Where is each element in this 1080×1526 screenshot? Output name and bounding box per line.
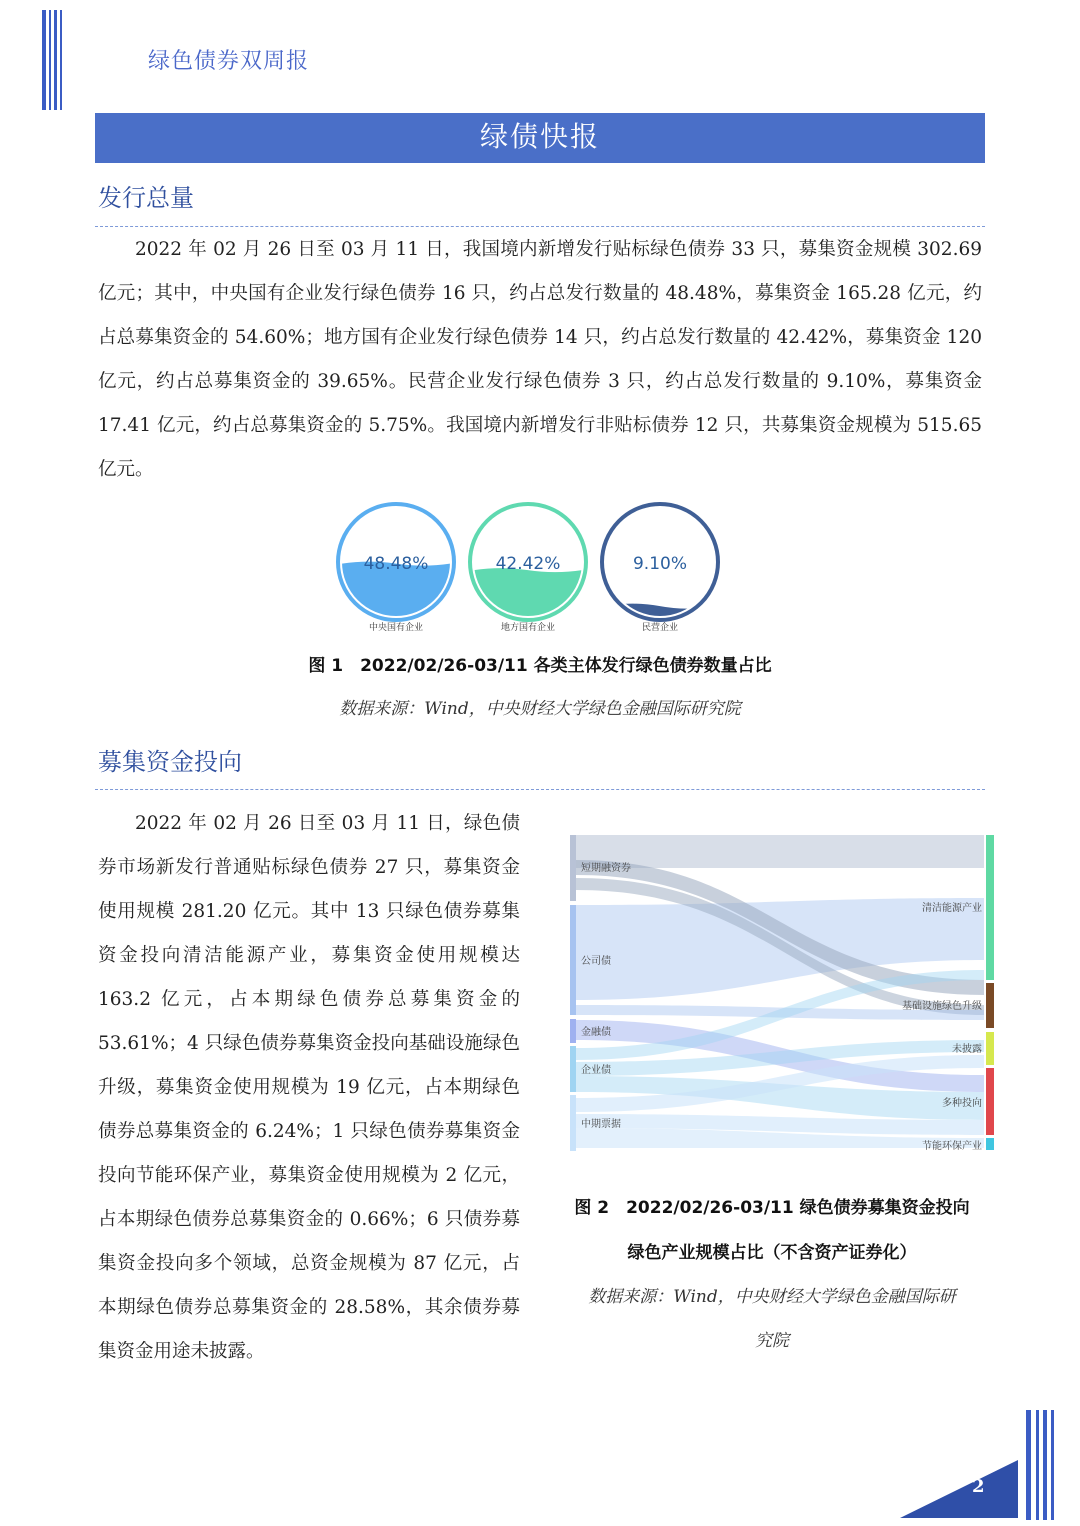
figure2-source-line1: 数据来源：Wind，中央财经大学绿色金融国际研 [588,1287,956,1307]
figure1-caption: 图 1 2022/02/26-03/11 各类主体发行绿色债券数量占比 [308,656,772,676]
sankey-target-label: 未披露 [952,1044,982,1055]
section-banner: 绿债快报 [95,113,985,163]
section-title-issuance: 发行总量 [98,184,194,212]
gauge-0 [338,504,454,633]
gauge-fill [474,568,582,616]
proceeds-sankey-chart [566,830,998,1156]
sankey-source-label: 金融债 [581,1027,611,1038]
sankey-target-label: 基础设施绿色升级 [902,1001,982,1012]
header-decoration-bars [42,10,64,110]
figure1-source: 数据来源：Wind，中央财经大学绿色金融国际研究院 [339,699,741,719]
footer-corner-decoration [860,1406,1080,1526]
figure2-source-line2: 究院 [755,1331,789,1351]
issuance-paragraph: 2022 年 02 月 26 日至 03 月 11 日，我国境内新增发行贴标绿色债券 33 只，募集资金规模 302.69 亿元；其中，中央国有企业发行绿色债券 16 只，约占总发行数量的 48.48%，募集资金 165.28 亿元，约占总募集资金的 54.60%；地方国有企业发行绿色债券 14 只，约占总发行数量的 42.42%，募集资金 120 亿元，约占总募集资金的 39.65%。民营企业发行绿色债券 3 只，约占总发行数量的 9.10%，募集资金 17.41 亿元，约占总募集资金的 5.75%。我国境内新增发行非贴标债券 12 只，共募集资金规模为 515.65 亿元。 [98,239,982,480]
gauge-2 [602,504,718,633]
gauge-value-label: 48.48% [363,554,429,574]
sankey-target-label: 节能环保产业 [922,1141,982,1152]
issuance-share-gauges [330,502,730,642]
gauge-value-label: 42.42% [495,554,561,574]
section-divider [95,226,985,227]
gauge-category-label: 地方国有企业 [500,623,556,633]
gauge-category-label: 民营企业 [641,623,679,633]
figure2-caption-line2: 绿色产业规模占比（不含资产证券化） [627,1243,917,1263]
report-title: 绿色债券双周报 [148,49,310,74]
sankey-source-label: 公司债 [581,956,611,967]
sankey-source-label: 短期融资券 [581,863,631,874]
page-number: 2 [972,1476,985,1497]
sankey-source-label: 中期票据 [581,1119,621,1130]
figure2-caption-line1: 图 2 2022/02/26-03/11 绿色债券募集资金投向 [574,1198,970,1218]
sankey-target-label: 清洁能源产业 [922,903,982,914]
sankey-target-label: 多种投向 [942,1098,982,1109]
section-divider [95,789,985,790]
section-title-use-of-proceeds: 募集资金投向 [98,748,242,776]
gauge-category-label: 中央国有企业 [368,623,424,633]
use-of-proceeds-paragraph: 2022 年 02 月 26 日至 03 月 11 日，绿色债券市场新发行普通贴标绿色债券 27 只，募集资金使用规模 281.20 亿元。其中 13 只绿色债券募集资金投向清洁能源产业，募集资金使用规模达 163.2 亿元，占本期绿色债券总募集资金的 53.61%；4 只绿色债券募集资金投向基础设施绿色升级，募集资金使用规模为 19 亿元，占本期绿色债券总募集资金的 6.24%；1 只绿色债券募集资金投向节能环保产业，募集资金使用规模为 2 亿元，占本期绿色债券总募集资金的 0.66%；6 只债券募集资金投向多个领域，总资金规模为 87 亿元，占本期绿色债券总募集资金的 28.58%，其余债券募集资金用途未披露。 [98,813,520,1362]
gauge-value-label: 9.10% [632,554,688,574]
gauge-1 [470,504,586,633]
sankey-source-label: 企业债 [581,1065,611,1076]
